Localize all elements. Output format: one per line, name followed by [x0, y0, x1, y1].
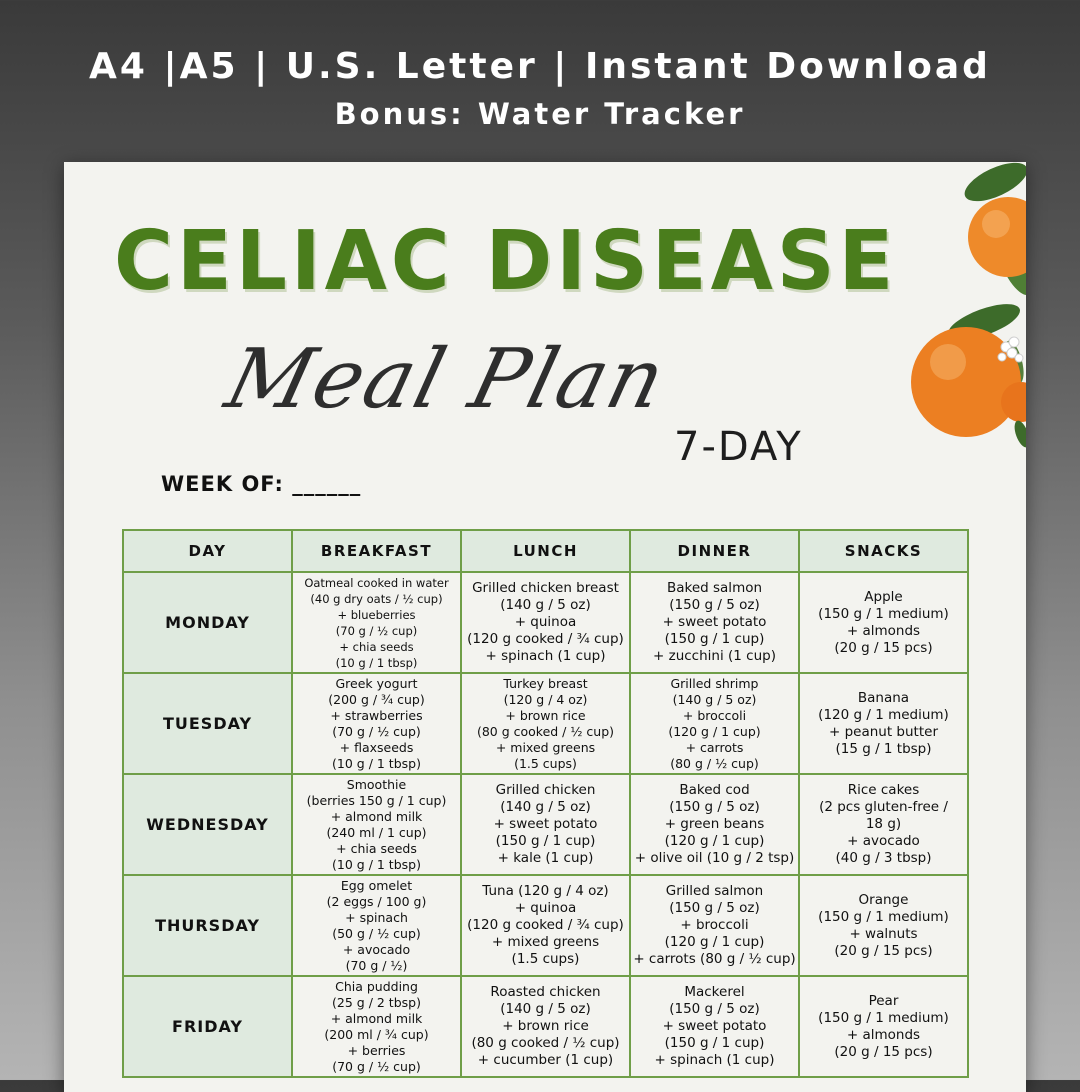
- dinner-cell: [630, 673, 799, 774]
- snacks-line: 18 g): [865, 816, 902, 832]
- snacks-line: + almonds: [846, 1026, 921, 1043]
- snacks-cell: [799, 572, 968, 673]
- dinner-line: Mackerel: [684, 984, 745, 1000]
- snacks-line: (120 g / 1 medium): [818, 706, 949, 723]
- snacks-line: (20 g / 15 pcs): [834, 639, 933, 656]
- table-row: [123, 774, 968, 875]
- day-label: WEDNESDAY: [123, 774, 292, 875]
- lunch-line: + quinoa: [514, 900, 577, 916]
- header-breakfast: BREAKFAST: [292, 530, 461, 572]
- lunch-line: (120 g cooked / ¾ cup): [467, 917, 624, 933]
- breakfast-line: Oatmeal cooked in water: [304, 575, 449, 590]
- day-label: TUESDAY: [123, 673, 292, 774]
- snacks-line: + walnuts: [849, 925, 918, 942]
- dinner-line: + green beans: [664, 816, 765, 832]
- snacks-line: + avocado: [847, 833, 920, 849]
- day-label: THURSDAY: [123, 875, 292, 976]
- dinner-cell: [630, 572, 799, 673]
- breakfast-line: (2 eggs / 100 g): [326, 893, 427, 909]
- lunch-line: Tuna (120 g / 4 oz): [482, 883, 609, 899]
- lunch-cell: [461, 774, 630, 875]
- dinner-line: (150 g / 1 cup): [664, 631, 765, 647]
- snacks-line: (150 g / 1 medium): [818, 1009, 949, 1026]
- dinner-line: (120 g / 1 cup): [664, 934, 765, 950]
- breakfast-line: (70 g / ½ cup): [332, 1058, 421, 1074]
- snacks-line: Pear: [868, 992, 899, 1009]
- breakfast-line: (25 g / 2 tbsp): [332, 994, 421, 1010]
- dinner-line: (140 g / 5 oz): [672, 691, 757, 707]
- lunch-line: (120 g / 4 oz): [503, 691, 588, 707]
- dinner-line: + carrots: [685, 739, 744, 755]
- planner-page: [64, 162, 1026, 1092]
- header-day: DAY: [123, 530, 292, 572]
- lunch-line: Roasted chicken: [490, 984, 601, 1000]
- breakfast-line: (200 ml / ¾ cup): [324, 1026, 429, 1042]
- lunch-line: (80 g cooked / ½ cup): [476, 723, 615, 739]
- breakfast-line: (berries 150 g / 1 cup): [306, 792, 447, 808]
- lunch-line: + sweet potato: [493, 816, 598, 832]
- dinner-line: Baked cod: [679, 782, 750, 798]
- breakfast-line: + chia seeds: [339, 639, 414, 654]
- dinner-line: (150 g / 1 cup): [664, 1035, 765, 1051]
- dinner-line: (150 g / 5 oz): [669, 900, 760, 916]
- table-row: [123, 572, 968, 673]
- banner-formats: A4 |A5 | U.S. Letter | Instant Download: [89, 46, 991, 87]
- lunch-line: (1.5 cups): [514, 755, 577, 771]
- lunch-line: Grilled chicken: [495, 782, 596, 798]
- breakfast-cell: [292, 774, 461, 875]
- lunch-line: + brown rice: [502, 1018, 589, 1034]
- breakfast-line: (40 g dry oats / ½ cup): [310, 591, 443, 606]
- day-label: FRIDAY: [123, 976, 292, 1077]
- breakfast-line: + berries: [347, 1042, 406, 1058]
- header-lunch: LUNCH: [461, 530, 630, 572]
- breakfast-line: + spinach: [345, 909, 408, 925]
- dinner-line: Baked salmon: [666, 580, 763, 596]
- breakfast-line: (10 g / 1 tbsp): [335, 655, 418, 670]
- lunch-line: + cucumber (1 cup): [477, 1052, 614, 1068]
- lunch-line: Turkey breast: [503, 675, 588, 691]
- snacks-line: (20 g / 15 pcs): [834, 1043, 933, 1060]
- breakfast-line: (50 g / ½ cup): [332, 925, 421, 941]
- breakfast-line: + strawberries: [330, 707, 423, 723]
- breakfast-cell: [292, 875, 461, 976]
- orange-branch-illustration: [896, 162, 1026, 462]
- lunch-line: + mixed greens: [495, 739, 596, 755]
- dinner-line: (150 g / 5 oz): [669, 597, 760, 613]
- breakfast-line: + almond milk: [330, 1010, 423, 1026]
- dinner-line: (150 g / 5 oz): [669, 1001, 760, 1017]
- snacks-line: (150 g / 1 medium): [818, 605, 949, 622]
- breakfast-line: (70 g / ½ cup): [332, 723, 421, 739]
- breakfast-line: Egg omelet: [340, 877, 413, 893]
- snacks-line: Banana: [857, 689, 910, 706]
- snacks-line: (2 pcs gluten-free /: [819, 799, 948, 815]
- dinner-line: (150 g / 5 oz): [669, 799, 760, 815]
- dinner-line: Grilled salmon: [665, 883, 764, 899]
- lunch-cell: [461, 572, 630, 673]
- table-row: [123, 875, 968, 976]
- page-subtitle-script: Meal Plan: [217, 332, 676, 427]
- breakfast-line: + blueberries: [337, 607, 416, 622]
- dinner-line: + carrots (80 g / ½ cup): [633, 951, 796, 967]
- breakfast-line: (240 ml / 1 cup): [326, 824, 427, 840]
- dinner-line: + broccoli: [682, 707, 747, 723]
- snacks-line: (40 g / 3 tbsp): [835, 850, 932, 866]
- breakfast-line: Chia pudding: [335, 978, 418, 994]
- lunch-line: + brown rice: [505, 707, 586, 723]
- breakfast-cell: [292, 976, 461, 1077]
- snacks-cell: [799, 774, 968, 875]
- snacks-line: + peanut butter: [828, 723, 938, 740]
- dinner-line: + olive oil (10 g / 2 tsp): [634, 850, 795, 866]
- meal-plan-table: [122, 529, 969, 1078]
- banner-bonus: Bonus: Water Tracker: [334, 97, 746, 131]
- lunch-line: (80 g cooked / ½ cup): [471, 1035, 620, 1051]
- dinner-line: + broccoli: [680, 917, 749, 933]
- breakfast-line: + chia seeds: [336, 840, 417, 856]
- snacks-line: Orange: [858, 891, 909, 908]
- dinner-line: (120 g / 1 cup): [664, 833, 765, 849]
- dinner-cell: [630, 774, 799, 875]
- snacks-line: (150 g / 1 medium): [818, 908, 949, 925]
- lunch-line: (1.5 cups): [511, 951, 580, 967]
- snacks-cell: [799, 875, 968, 976]
- lunch-line: + quinoa: [514, 614, 577, 630]
- breakfast-line: (200 g / ¾ cup): [328, 691, 425, 707]
- snacks-line: Rice cakes: [847, 782, 920, 798]
- dinner-line: (80 g / ½ cup): [670, 755, 759, 771]
- dinner-line: + spinach (1 cup): [654, 1052, 775, 1068]
- table-row: [123, 976, 968, 1077]
- breakfast-line: + almond milk: [330, 808, 423, 824]
- lunch-line: (140 g / 5 oz): [500, 597, 591, 613]
- snacks-line: (20 g / 15 pcs): [834, 942, 933, 959]
- dinner-line: Grilled shrimp: [670, 675, 759, 691]
- dinner-line: + sweet potato: [662, 614, 767, 630]
- breakfast-line: Greek yogurt: [335, 675, 418, 691]
- snacks-line: (15 g / 1 tbsp): [835, 740, 932, 757]
- page-title: CELIAC DISEASE: [114, 214, 898, 309]
- dinner-line: + sweet potato: [662, 1018, 767, 1034]
- lunch-line: + kale (1 cup): [497, 850, 594, 866]
- header-snacks: SNACKS: [799, 530, 968, 572]
- breakfast-line: + avocado: [342, 941, 411, 957]
- breakfast-line: (10 g / 1 tbsp): [332, 755, 421, 771]
- header-dinner: DINNER: [630, 530, 799, 572]
- breakfast-line: (70 g / ½): [345, 957, 408, 973]
- lunch-line: + mixed greens: [491, 934, 600, 950]
- dinner-line: + zucchini (1 cup): [653, 648, 776, 664]
- breakfast-line: Smoothie: [346, 776, 407, 792]
- lunch-line: + spinach (1 cup): [485, 648, 606, 664]
- table-row: [123, 673, 968, 774]
- lunch-line: (120 g cooked / ¾ cup): [467, 631, 624, 647]
- lunch-cell: [461, 976, 630, 1077]
- breakfast-line: (10 g / 1 tbsp): [332, 856, 421, 872]
- dinner-cell: [630, 976, 799, 1077]
- day-label: MONDAY: [123, 572, 292, 673]
- table-header-row: [123, 530, 968, 572]
- week-of-field: WEEK OF: ______: [161, 472, 362, 496]
- lunch-line: (140 g / 5 oz): [500, 1001, 591, 1017]
- breakfast-line: + flaxseeds: [339, 739, 414, 755]
- lunch-line: (140 g / 5 oz): [500, 799, 591, 815]
- dinner-line: (120 g / 1 cup): [668, 723, 761, 739]
- lunch-cell: [461, 673, 630, 774]
- breakfast-line: (70 g / ½ cup): [335, 623, 418, 638]
- snacks-line: Apple: [864, 588, 903, 605]
- duration-label: 7-DAY: [674, 424, 803, 470]
- snacks-cell: [799, 976, 968, 1077]
- lunch-line: Grilled chicken breast: [472, 580, 619, 596]
- dinner-cell: [630, 875, 799, 976]
- breakfast-cell: [292, 673, 461, 774]
- lunch-cell: [461, 875, 630, 976]
- breakfast-cell: [292, 572, 461, 673]
- snacks-line: + almonds: [846, 622, 921, 639]
- lunch-line: (150 g / 1 cup): [495, 833, 596, 849]
- snacks-cell: [799, 673, 968, 774]
